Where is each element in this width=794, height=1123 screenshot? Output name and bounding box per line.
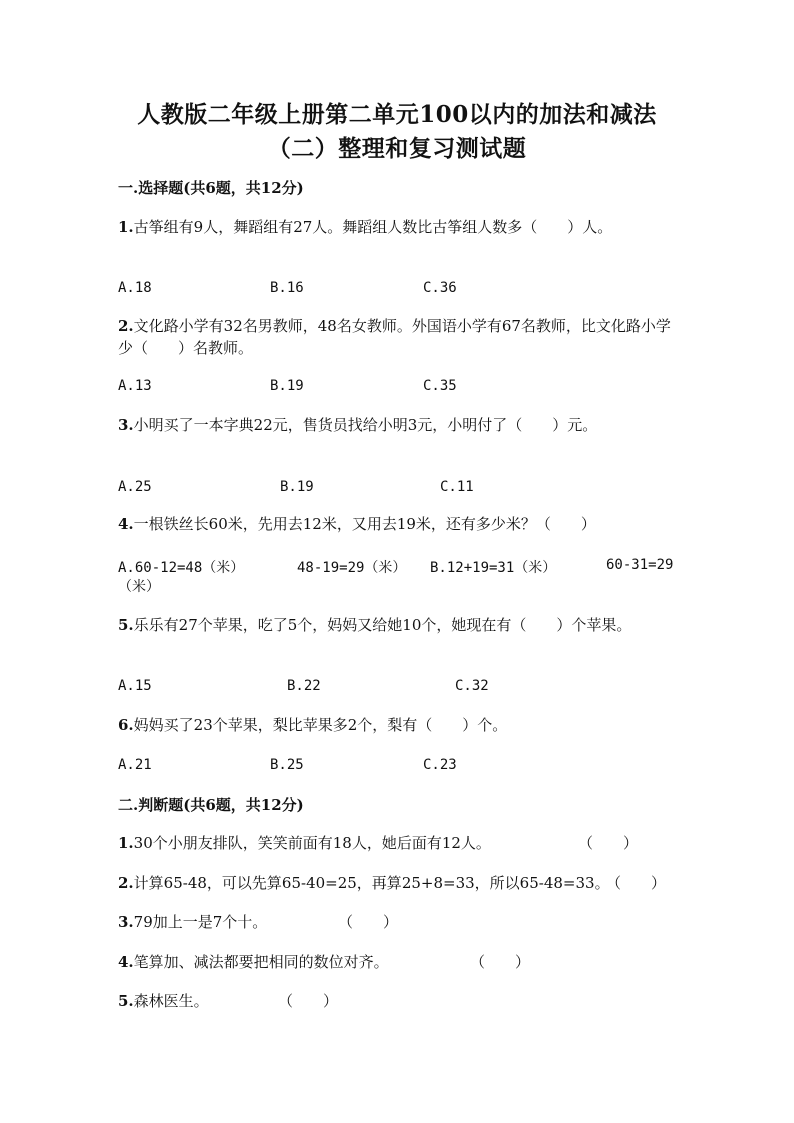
option-b[interactable]: B.25 (270, 757, 304, 773)
judgement-question-5 (118, 990, 678, 1012)
question-text: 30个小朋友排队，笑笑前面有18人，她后面有12人。 (133, 834, 491, 852)
question-text: 79加上一是7个十。 (133, 913, 268, 931)
option-a[interactable]: A.60-12=48（米） (118, 560, 245, 576)
option-a[interactable]: A.13 (118, 378, 152, 394)
option-b[interactable]: B.19 (270, 378, 304, 394)
option-b[interactable]: B.12+19=31（米） (430, 560, 557, 576)
choice-question-4 (118, 513, 678, 535)
question-number: 1. (118, 834, 134, 852)
option-a[interactable]: A.18 (118, 280, 152, 296)
question-number: 3. (118, 416, 134, 434)
question-text: 计算65-48，可以先算65-40=25，再算25+8=33，所以65-48=33。 (133, 874, 610, 892)
option-c[interactable]: C.32 (455, 678, 489, 694)
question-number: 2. (118, 874, 134, 892)
question-text: 古筝组有9人，舞蹈组有27人。舞蹈组人数比古筝组人数多（ ）人。 (133, 218, 613, 236)
title-line-2: （二）整理和复习测试题 (267, 135, 527, 162)
section-heading-choice: 一.选择题(共6题，共12分) (118, 179, 304, 197)
option-b[interactable]: B.16 (270, 280, 304, 296)
answer-blank[interactable]: （ ） (470, 953, 531, 971)
option-b-unit: （米） (118, 579, 160, 595)
section-heading-judgement: 二.判断题(共6题，共12分) (118, 796, 304, 814)
option-b[interactable]: B.19 (280, 479, 314, 495)
question-number: 5. (118, 616, 134, 634)
option-a[interactable]: A.25 (118, 479, 152, 495)
judgement-question-4 (118, 951, 678, 973)
option-c[interactable]: C.11 (440, 479, 474, 495)
choice-question-6 (118, 714, 678, 736)
option-b[interactable]: B.22 (287, 678, 321, 694)
question-number: 1. (118, 218, 134, 236)
option-a[interactable]: A.21 (118, 757, 152, 773)
choice-question-5 (118, 614, 678, 636)
choice-question-1 (118, 216, 678, 238)
question-number: 2. (118, 317, 134, 335)
answer-blank[interactable]: （ ） (578, 834, 639, 852)
question-text: 笔算加、减法都要把相同的数位对齐。 (133, 953, 389, 971)
title-line-1: 人教版二年级上册第二单元100以内的加法和减法 (137, 101, 657, 128)
question-number: 5. (118, 992, 134, 1010)
answer-blank[interactable]: （ ） (606, 874, 667, 892)
option-a[interactable]: A.15 (118, 678, 152, 694)
option-c[interactable]: C.23 (423, 757, 457, 773)
answer-blank[interactable]: （ ） (338, 913, 399, 931)
option-c[interactable]: C.35 (423, 378, 457, 394)
question-text: 小明买了一本字典22元，售货员找给小明3元，小明付了（ ）元。 (133, 416, 598, 434)
question-text: 文化路小学有32名男教师，48名女教师。外国语小学有67名教师，比文化路小学少（ ）名教师。 (118, 317, 671, 357)
choice-question-3 (118, 414, 678, 436)
answer-blank[interactable]: （ ） (278, 992, 339, 1010)
question-number: 3. (118, 913, 134, 931)
option-a-step-2: 48-19=29（米） (297, 560, 407, 576)
option-b-step-2: 60-31=29 (606, 557, 674, 573)
question-text: 一根铁丝长60米，先用去12米，又用去19米，还有多少米？（ ） (133, 515, 596, 533)
question-number: 4. (118, 515, 134, 533)
option-c[interactable]: C.36 (423, 280, 457, 296)
question-number: 4. (118, 953, 134, 971)
question-text: 妈妈买了23个苹果，梨比苹果多2个，梨有（ ）个。 (133, 716, 508, 734)
question-text: 森林医生。 (133, 992, 209, 1010)
question-number: 6. (118, 716, 134, 734)
question-text: 乐乐有27个苹果，吃了5个，妈妈又给她10个，她现在有（ ）个苹果。 (133, 616, 632, 634)
choice-question-2 (118, 315, 678, 359)
